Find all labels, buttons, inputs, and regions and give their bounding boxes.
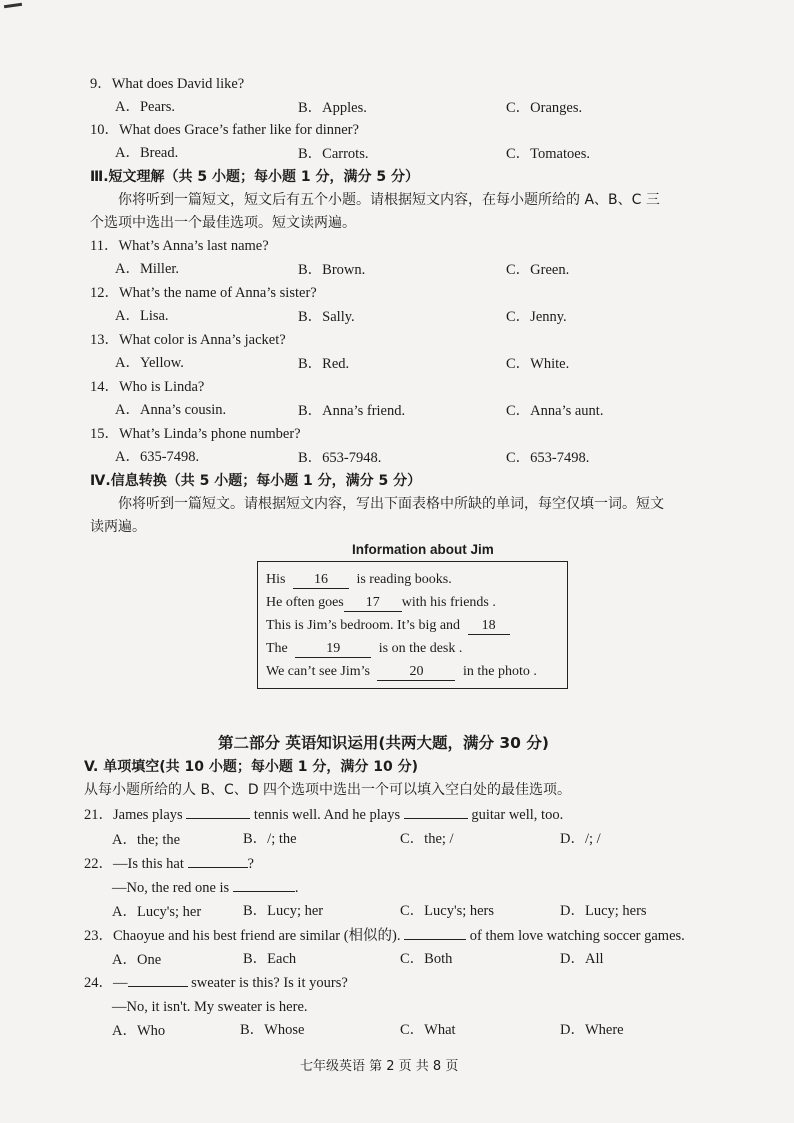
page-footer: 七年级英语 第 2 页 共 8 页 bbox=[300, 1059, 459, 1074]
question-24-option-a: A．Who bbox=[112, 1023, 166, 1039]
question-21-option-a: A．the; the bbox=[112, 832, 181, 848]
info-table-title: Information about Jim bbox=[352, 542, 494, 557]
question-21-stem bbox=[84, 806, 563, 824]
question-9-stem: 9．What does David like? bbox=[90, 76, 245, 92]
question-15-option-a: A．635-7498. bbox=[115, 449, 200, 465]
question-21-option-c: C．the; / bbox=[400, 831, 454, 847]
question-23-option-c: C．Both bbox=[400, 951, 453, 967]
info-line-20-suffix: in the photo . bbox=[462, 664, 537, 679]
question-15-stem: 15．What’s Linda’s phone number? bbox=[90, 426, 301, 442]
info-line-16-suffix: is reading books. bbox=[356, 572, 452, 587]
blank-18: 18 bbox=[468, 618, 510, 635]
question-13-option-b: B．Red. bbox=[298, 356, 350, 372]
section-3-title: Ⅲ.短文理解（共 5 小题；每小题 1 分，满分 5 分） bbox=[90, 169, 420, 185]
question-14-option-b: B．Anna’s friend. bbox=[298, 403, 406, 419]
section-3-instruction-line2: 个选项中选出一个最佳选项。短文读两遍。 bbox=[90, 215, 356, 231]
question-12-stem: 12．What’s the name of Anna’s sister? bbox=[90, 285, 317, 301]
info-line-18 bbox=[266, 618, 510, 635]
info-line-16 bbox=[266, 572, 452, 589]
info-line-17-suffix: with his friends . bbox=[401, 595, 496, 610]
info-line-19 bbox=[266, 641, 462, 658]
question-22-blank-2 bbox=[233, 891, 295, 892]
question-22-option-b: B．Lucy; her bbox=[243, 903, 324, 919]
scan-mark bbox=[4, 3, 22, 8]
question-11-stem: 11．What’s Anna’s last name? bbox=[90, 238, 269, 254]
question-22-reply-end: . bbox=[294, 880, 299, 896]
question-13-option-c: C．White. bbox=[506, 356, 570, 372]
question-11-option-a: A．Miller. bbox=[115, 261, 180, 277]
question-22-option-a: A．Lucy's; her bbox=[112, 904, 202, 920]
question-14-option-c: C．Anna’s aunt. bbox=[506, 403, 604, 419]
section-5-title: V. 单项填空(共 10 小题；每小题 1 分，满分 10 分) bbox=[84, 759, 418, 775]
question-22-option-d: D．Lucy; hers bbox=[560, 903, 647, 919]
question-24-stem-b: sweater is this? Is it yours? bbox=[191, 975, 348, 991]
question-12-option-b: B．Sally. bbox=[298, 309, 355, 325]
blank-19: 19 bbox=[295, 641, 371, 658]
info-line-19-prefix: The bbox=[266, 641, 288, 656]
question-22-stem-b: ? bbox=[247, 856, 254, 872]
part-2-title: 第二部分 英语知识运用(共两大题，满分 30 分) bbox=[218, 734, 549, 752]
question-21-option-d: D．/; / bbox=[560, 831, 601, 847]
question-13-stem: 13．What color is Anna’s jacket? bbox=[90, 332, 286, 348]
question-11-option-b: B．Brown. bbox=[298, 262, 366, 278]
question-9-option-b: B．Apples. bbox=[298, 100, 367, 116]
question-24-stem-a: 24．— bbox=[84, 975, 128, 991]
question-21-stem-b: tennis well. And he plays bbox=[253, 807, 401, 823]
question-21-blank-1 bbox=[186, 818, 250, 819]
blank-16: 16 bbox=[293, 572, 349, 589]
question-12-option-a: A．Lisa. bbox=[115, 308, 169, 324]
question-24-stem bbox=[84, 974, 348, 992]
question-21-blank-2 bbox=[404, 818, 468, 819]
info-line-19-suffix: is on the desk . bbox=[378, 641, 463, 656]
question-22-stem bbox=[84, 855, 254, 873]
question-15-option-c: C．653-7498. bbox=[506, 450, 590, 466]
info-line-20 bbox=[266, 664, 537, 681]
blank-20: 20 bbox=[377, 664, 455, 681]
question-23-option-b: B．Each bbox=[243, 951, 297, 967]
section-4-instruction-line1: 你将听到一篇短文。请根据短文内容，写出下面表格中所缺的单词，每空仅填一词。短文 bbox=[118, 496, 664, 512]
blank-17: 17 bbox=[344, 595, 402, 612]
info-line-16-prefix: His bbox=[266, 572, 286, 587]
question-24-blank bbox=[128, 986, 188, 987]
info-line-17-prefix: He often goes bbox=[266, 595, 344, 610]
question-24-option-c: C．What bbox=[400, 1022, 456, 1038]
question-21-stem-c: guitar well, too. bbox=[471, 807, 564, 823]
question-22-reply-text: —No, the red one is bbox=[112, 880, 230, 896]
question-21-stem-a: 21．James plays bbox=[84, 807, 183, 823]
question-10-option-c: C．Tomatoes. bbox=[506, 146, 590, 162]
question-23-stem bbox=[84, 927, 685, 945]
question-10-stem: 10．What does Grace’s father like for dinner? bbox=[90, 122, 359, 138]
question-24-option-d: D．Where bbox=[560, 1022, 624, 1038]
question-24-reply: —No, it isn't. My sweater is here. bbox=[112, 999, 308, 1015]
info-table bbox=[257, 561, 568, 689]
question-23-blank bbox=[404, 939, 466, 940]
question-22-blank-1 bbox=[188, 867, 248, 868]
info-line-17 bbox=[266, 595, 496, 612]
info-line-18-prefix: This is Jim’s bedroom. It’s big and bbox=[266, 618, 461, 633]
question-22-option-c: C．Lucy's; hers bbox=[400, 903, 495, 919]
section-4-title: Ⅳ.信息转换（共 5 小题；每小题 1 分，满分 5 分） bbox=[90, 473, 422, 489]
question-11-option-c: C．Green. bbox=[506, 262, 570, 278]
section-4-instruction-line2: 读两遍。 bbox=[90, 519, 146, 535]
question-15-option-b: B．653-7948. bbox=[298, 450, 382, 466]
question-22-stem-a: 22．—Is this hat bbox=[84, 856, 184, 872]
info-line-20-prefix: We can’t see Jim’s bbox=[266, 664, 370, 679]
question-9-option-a: A．Pears. bbox=[115, 99, 176, 115]
question-10-option-a: A．Bread. bbox=[115, 145, 179, 161]
question-23-stem-a: 23．Chaoyue and his best friend are similar (相似的). bbox=[84, 928, 401, 944]
question-23-option-a: A．One bbox=[112, 952, 162, 968]
section-5-instruction: 从每小题所给的人 B、C、D 四个选项中选出一个可以填入空白处的最佳选项。 bbox=[84, 782, 572, 798]
question-10-option-b: B．Carrots. bbox=[298, 146, 369, 162]
question-12-option-c: C．Jenny. bbox=[506, 309, 567, 325]
question-14-stem: 14．Who is Linda? bbox=[90, 379, 205, 395]
question-24-option-b: B．Whose bbox=[240, 1022, 305, 1038]
question-9-option-c: C．Oranges. bbox=[506, 100, 583, 116]
question-23-option-d: D．All bbox=[560, 951, 604, 967]
question-22-reply bbox=[112, 879, 298, 897]
question-13-option-a: A．Yellow. bbox=[115, 355, 184, 371]
question-14-option-a: A．Anna’s cousin. bbox=[115, 402, 227, 418]
question-23-stem-b: of them love watching soccer games. bbox=[469, 928, 685, 944]
question-21-option-b: B．/; the bbox=[243, 831, 297, 847]
section-3-instruction-line1: 你将听到一篇短文，短文后有五个小题。请根据短文内容，在每小题所给的 A、B、C 三 bbox=[118, 192, 660, 208]
